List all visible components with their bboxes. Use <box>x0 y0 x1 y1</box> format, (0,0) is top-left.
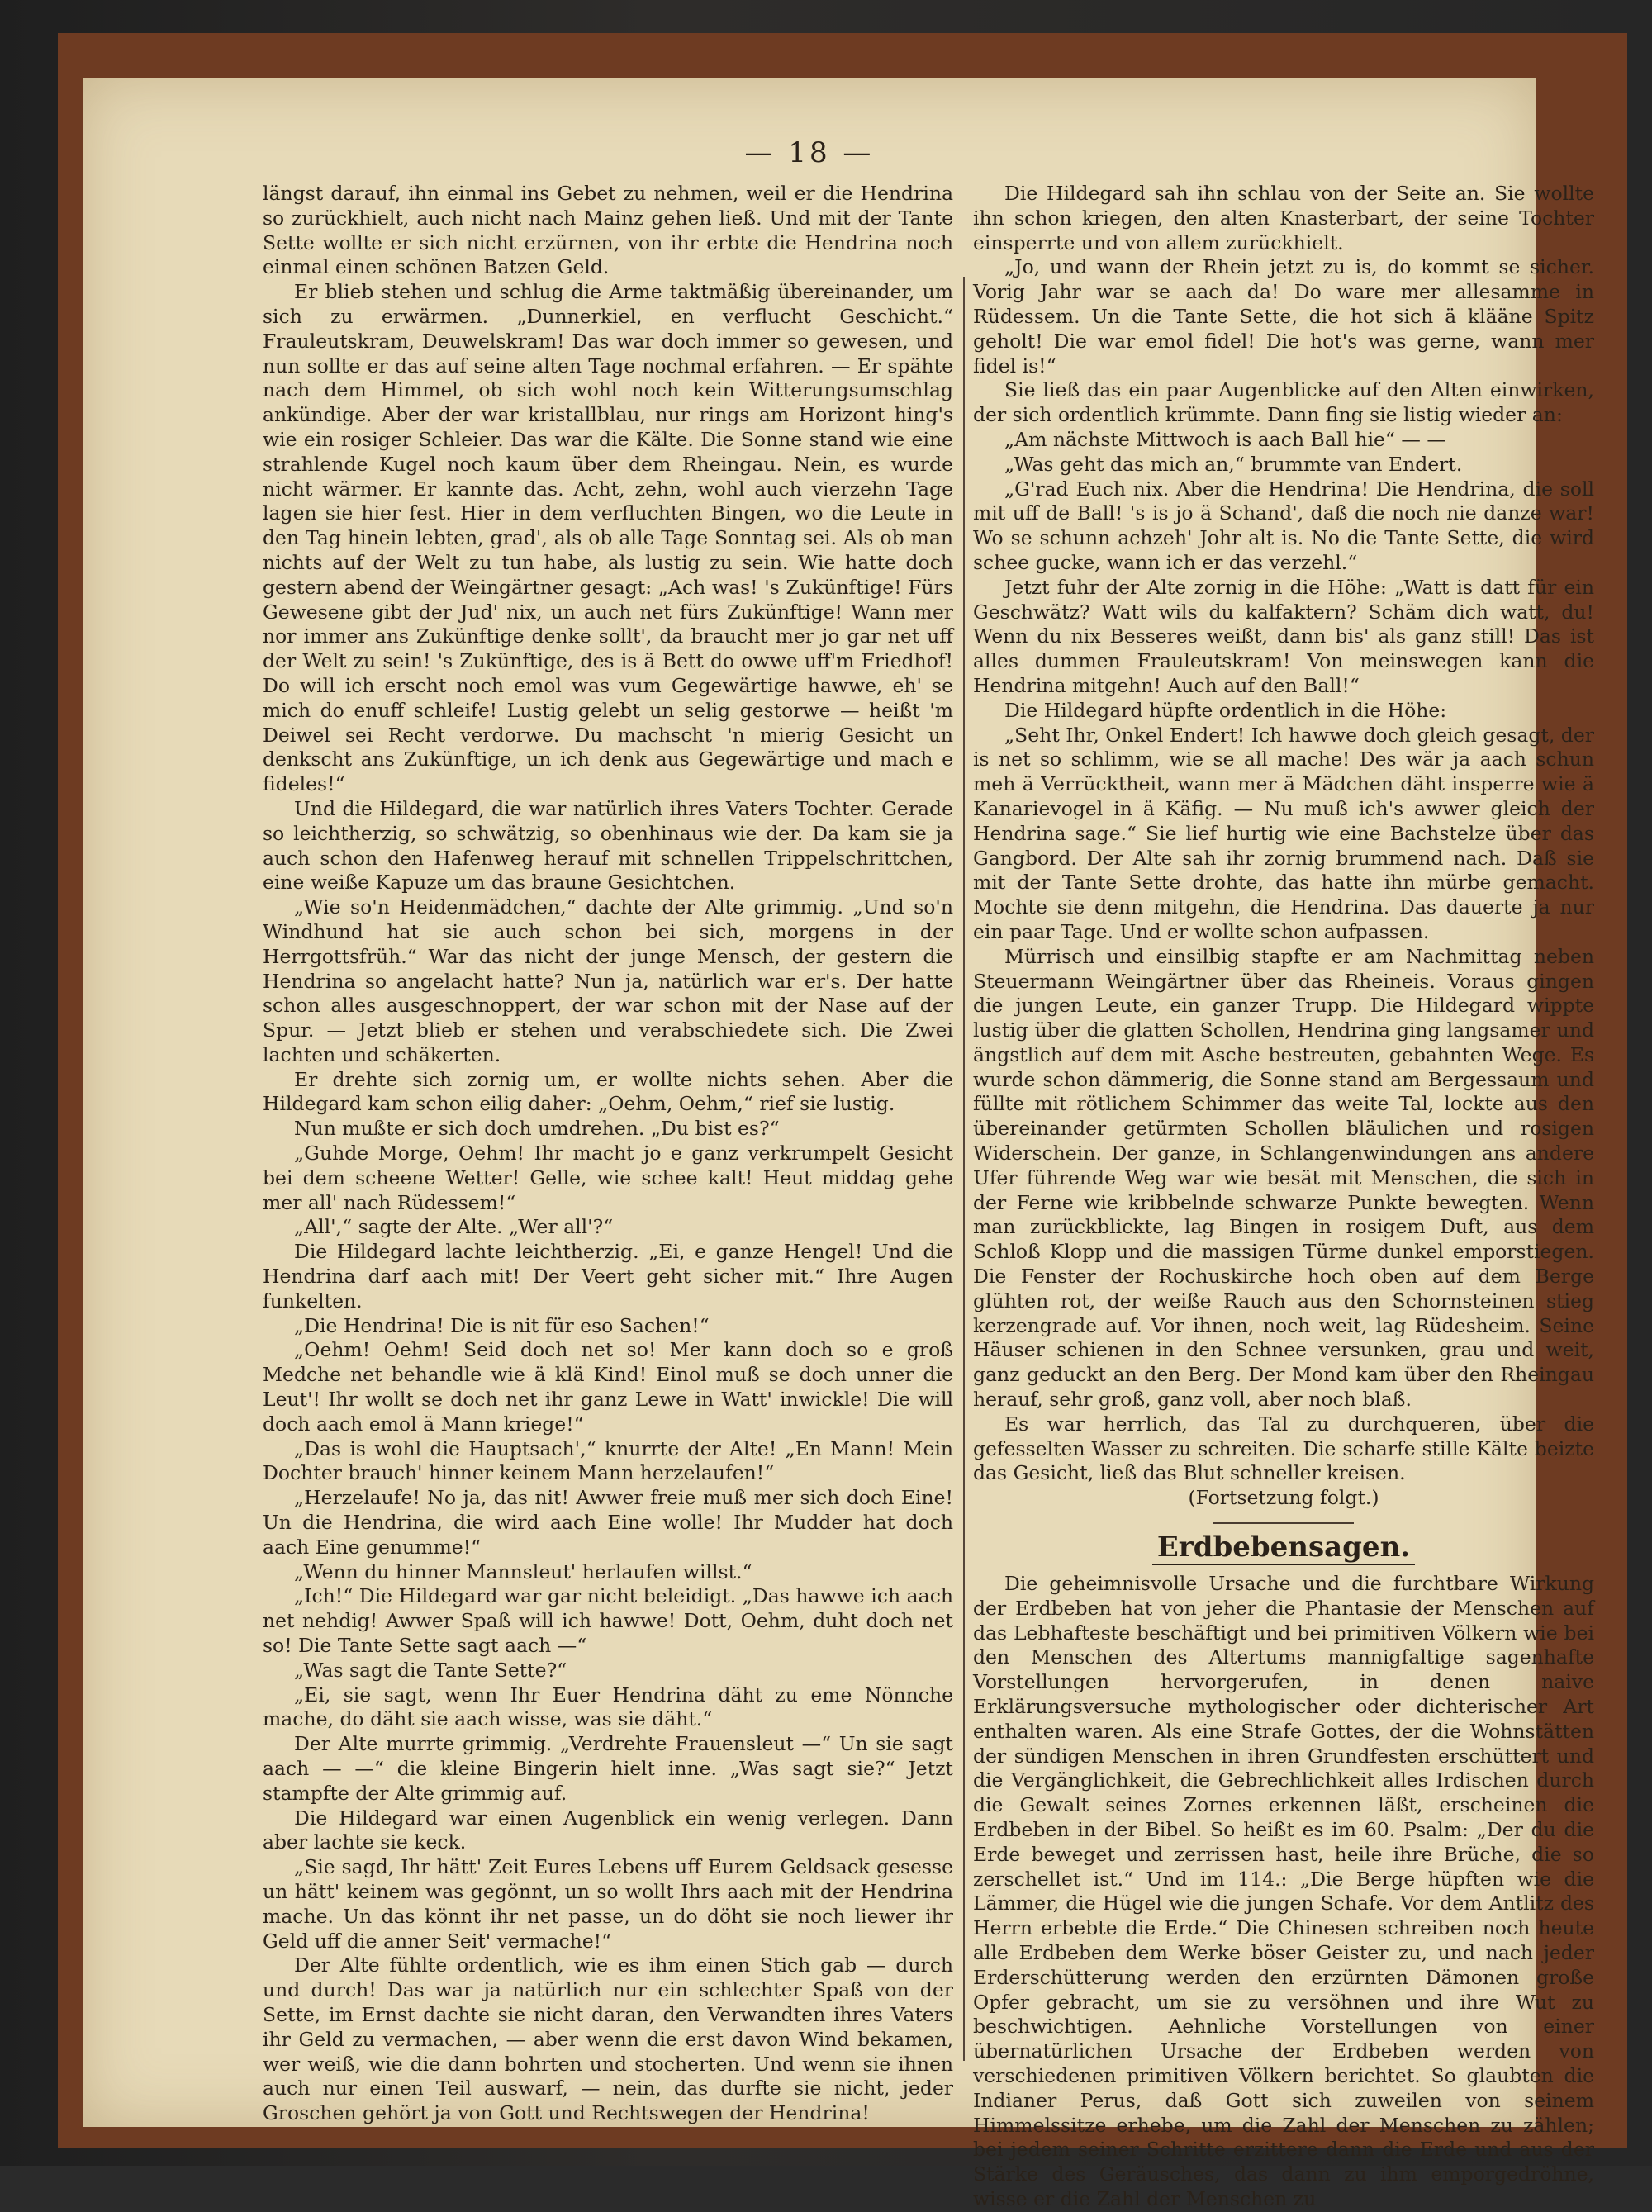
paragraph: Der Alte murrte grimmig. „Verdrehte Frauensleut —“ Un sie sagt aach — —“ die kleine Bingerin hielt inne. „Was sagt sie?“ Jetzt stampfte der Alte grimmig auf. <box>263 1732 953 1805</box>
paragraph: Es war herrlich, das Tal zu durchqueren, über die gefesselten Wasser zu schreiten. Die scharfe stille Kälte beizte das Gesicht, ließ das Blut schneller kreisen. <box>973 1412 1594 1485</box>
paragraph: Nun mußte er sich doch umdrehen. „Du bist es?“ <box>294 1117 780 1141</box>
section-separator <box>1213 1522 1354 1524</box>
continuation-note: (Fortsetzung folgt.) <box>1188 1486 1379 1510</box>
paragraph: „Oehm! Oehm! Seid doch net so! Mer kann doch so e groß Medche net behandle wie ä klä Kind! Einol muß se doch unner die Leut'! Ihr wollt se doch net ihr ganz Lewe in Watt' inwickle! Die will doch aach emol ä Mann kriege!“ <box>263 1338 953 1436</box>
paragraph: „Jo, und wann der Rhein jetzt zu is, do kommt se sicher. Vorig Jahr war se aach da! Do ware mer allesamme in Rüdessem. Un die Tante Sette, die hot sich ä kläänе Spitz geholt! Die war emol fidel! Die hot's was gerne, wann mer fidel is!“ <box>973 255 1594 377</box>
paragraph: Die Hildegard lachte leichtherzig. „Ei, e ganze Hengel! Und die Hendrina darf aach mit! Der Veert geht sicher mit.“ Ihre Augen funkelten. <box>263 1240 953 1312</box>
paragraph: „Wie so'n Heidenmädchen,“ dachte der Alte grimmig. „Und so'n Windhund hat sie auch schon bei sich, morgens in der Herrgottsfrüh.“ War das nicht der junge Mensch, der gestern die Hendrina so angelacht hatte? Nun ja, natürlich war er's. Der hatte schon alles ausgeschnoppert, der war schon mit der Nase auf der Spur. — Jetzt blieb er stehen und verabschiedete sich. Die Zwei lachten und schäkerten. <box>263 895 953 1066</box>
paragraph: „Wenn du hinner Mannsleut' herlaufen willst.“ <box>294 1559 752 1583</box>
paragraph: „Das is wohl die Hauptsach',“ knurrte der Alte! „En Mann! Mein Dochter brauch' hinner keinem Mann herzelaufen!“ <box>263 1436 953 1485</box>
paragraph: „Was sagt die Tante Sette?“ <box>294 1658 567 1682</box>
paragraph: Die Hildegard hüpfte ordentlich in die Höhe: <box>1004 698 1447 722</box>
paragraph: „Ich!“ Die Hildegard war gar nicht beleidigt. „Das hawwe ich aach net nehdig! Awwer Spaß will ich hawwe! Dott, Oehm, duht doch net so! Die Tante Sette sagt aach —“ <box>263 1584 953 1658</box>
paragraph: „Die Hendrina! Die is nit für eso Sachen!“ <box>294 1313 710 1337</box>
paragraph: Und die Hildegard, die war natürlich ihres Vaters Tochter. Gerade so leichtherzig, so schwätzig, so obenhinaus wie der. Da kam sie ja auch schon den Hafenweg herauf mit schnellen Trippelschrittchen, eine weiße Kapuze um das braune Gesichtchen. <box>263 796 953 895</box>
paragraph: Der Alte fühlte ordentlich, wie es ihm einen Stich gab — durch und durch! Das war ja natürlich nur ein schlechter Spaß von der Sette, im Ernst dachte sie nicht daran, den Verwandten ihres Vaters ihr Geld zu vermachen, — aber wenn die erst davon Wind bekamen, wer weiß, wie die dann bohrten und stocherten. Und wenn sie ihnen auch nur einen Teil auswarf, — nein, das durfte sie nicht, jeder Groschen gehört ja von Gott und Rechtswegen der Hendrina! <box>263 1953 953 2125</box>
paragraph: „Was geht das mich an,“ brummte van Endert. <box>1004 452 1463 476</box>
paragraph: Er blieb stehen und schlug die Arme taktmäßig übereinander, um sich zu erwärmen. „Dunnerkiel, en verflucht Geschicht.“ Frauleutskram, Deuwelskram! Das war doch immer so gewesen, und nun sollte er das auf seine alten Tage nochmal erfahren. — Er spähte nach dem Himmel, ob sich wohl noch kein Witterungsumschlag ankündige. Aber der war kristallblau, nur rings am Horizont hing's wie ein rosiger Schleier. Das war die Kälte. Die Sonne stand wie eine strahlende Kugel noch kaum über dem Rheingau. Nein, es wurde nicht wärmer. Er kannte das. Acht, zehn, wohl auch vierzehn Tage lagen sie hier fest. Hier in dem verfluchten Bingen, wo die Leute in den Tag hinein lebten, grad', als ob alle Tage Sonntag sei. Als ob man nichts auf der Welt zu tun habe, als lustig zu sein. Wie hatte doch gestern abend der Weingärtner gesagt: „Ach was! 's Zukünftige! Fürs Gewesene gibt der Jud' nix, un auch net fürs Zukünftige! Wann mer nor immer ans Zukünftige denke sollt', da braucht mer jo gar net uff der Welt zu sein! 's Zukünftige, des is ä Bett do owwe uff'm Friedhof! Do will ich erscht noch emol was vum Gegewärtige hawwe, eh' se mich do enuff schleife! Lustig gelebt un selig gestorwe — heißt 'm Deiwel sei Recht verdorwe. Du machscht 'n mierig Gesicht un denkscht ans Zukünftige, un ich denk aus Gegewärtige und mach e fideles!“ <box>263 280 953 796</box>
left-column <box>263 182 953 2126</box>
right-column <box>973 182 1594 2212</box>
paragraph: längst darauf, ihn einmal ins Gebet zu nehmen, weil er die Hendrina so zurückhielt, auch nicht nach Mainz gehen ließ. Und mit der Tante Sette wollte er sich nicht erzürnen, von ihr erbte die Hendrina noch einmal einen schönen Batzen Geld. <box>263 182 953 279</box>
paragraph: Sie ließ das ein paar Augenblicke auf den Alten einwirken, der sich ordentlich krümmte. Dann fing sie listig wieder an: <box>973 378 1594 427</box>
paragraph: Er drehte sich zornig um, er wollte nichts sehen. Aber die Hildegard kam schon eilig daher: „Oehm, Oehm,“ rief sie lustig. <box>263 1067 953 1116</box>
paragraph: „Sie sagd, Ihr hätt' Zeit Eures Lebens uff Eurem Geldsack gesesse un hätt' keinem was gegönnt, un so wollt Ihrs aach mit der Hendrina mache. Un das könnt ihr net passe, un do döht sie noch liewer ihr Geld uff die anner Seit' vermache!“ <box>263 1855 953 1953</box>
newspaper-page <box>83 78 1594 2210</box>
paragraph: Die Hildegard sah ihn schlau von der Seite an. Sie wollte ihn schon kriegen, den alten Knasterbart, der seine Tochter einsperrte und von allem zurückhielt. <box>973 182 1594 254</box>
paragraph: Die Hildegard war einen Augenblick ein wenig verlegen. Dann aber lachte sie keck. <box>263 1806 953 1854</box>
paragraph: „All',“ sagte der Alte. „Wer all'?“ <box>294 1215 614 1239</box>
paragraph: Jetzt fuhr der Alte zornig in die Höhe: „Watt is datt für ein Geschwätz? Watt wils du kalfaktern? Schäm dich watt, du! Wenn du nix Besseres weißt, dann bis' als ganz still! Das ist alles dummen Frauleutskram! Von meinswegen kann die Hendrina mitgehn! Auch auf den Ball!“ <box>973 575 1594 697</box>
column-divider <box>963 277 965 2061</box>
paragraph: Mürrisch und einsilbig stapfte er am Nachmittag neben Steuermann Weingärtner über das Rheineis. Voraus gingen die jungen Leute, ein ganzer Trupp. Die Hildegard wippte lustig über die glatten Schollen, Hendrina ging langsamer und ängstlich auf dem mit Asche bestreuten, gebahnten Wege. Es wurde schon dämmerig, die Sonne stand am Bergessaum und füllte mit rötlichem Schimmer das weite Tal, lockte aus den übereinander getürmten Schollen bläulichen und rosigen Widerschein. Der ganze, in Schlangenwindungen ans andere Ufer führende Weg war wie besät mit Menschen, die sich in der Ferne wie kribbelnde schwarze Punkte bewegten. Wenn man zurückblickte, lag Bingen in rosigem Duft, aus dem Schloß Klopp und die massigen Türme dunkel emporstiegen. Die Fenster der Rochuskirche hoch oben auf dem Berge glühten rot, der weiße Rauch aus den Schornsteinen stieg kerzengrade auf. Vor ihnen, noch weit, lag Rüdesheim. Seine Häuser schienen in den Schnee versunken, grau und weit, ganz geduckt an den Berg. Der Mond kam über den Rheingau herauf, sehr groß, ganz voll, aber noch blaß. <box>973 944 1594 1412</box>
paragraph: „Guhde Morge, Oehm! Ihr macht jo e ganz verkrumpelt Gesicht bei dem scheene Wetter! Gelle, wie schee kalt! Heut middag gehe mer all' nach Rüdessem!“ <box>263 1142 953 1214</box>
article-title: Erdbebensagen. <box>973 1529 1594 1565</box>
paragraph: „Am nächste Mittwoch is aach Ball hie“ — — <box>1004 427 1446 451</box>
paragraph: Die geheimnisvolle Ursache und die furchtbare Wirkung der Erdbeben hat von jeher die Phantasie der Menschen auf das Lebhafteste beschäftigt und bei primitiven Völkern wie bei den Menschen des Altertums mannigfaltige sagenhafte Vorstellungen hervorgerufen, in denen naive Erklärungsversuche mythologischer oder dichterischer Art enthalten waren. Als eine Strafe Gottes, der die Wohnstätten der sündigen Menschen in ihren Grundfesten erschüttert und die Vergänglichkeit, die Gebrechlichkeit alles Irdischen durch die Gewalt seines Zornes erkennen läßt, erscheinen die Erdbeben in der Bibel. So heißt es im 60. Psalm: „Der du die Erde beweget und zerrissen hast, heile ihre Brüche, die so zerschellet ist.“ Und im 114.: „Die Berge hüpften wie die Lämmer, die Hügel wie die jungen Schafe. Vor dem Antlitz des Herrn erbebte die Erde.“ Die Chinesen schreiben noch heute alle Erdbeben dem Werke böser Geister zu, und nach jeder Erderschütterung werden den erzürnten Dämonen große Opfer gebracht, um sie zu versöhnen und ihre Wut zu beschwichtigen. Aehnliche Vorstellungen von einer übernatürlichen Ursache der Erdbeben werden von verschiedenen primitiven Völkern berichtet. So glaubten die Indianer Perus, daß Gott sich zuweilen von seinem Himmelssitze erhebe, um die Zahl der Menschen zu zählen; bei jedem seiner Schritte erzittere dann die Erde und aus der Stärke des Geräusches, das dann zu ihm emporgedröhne, wisse er die Zahl der Menschen zu <box>973 1572 1594 2210</box>
paragraph: „Seht Ihr, Onkel Endert! Ich hawwe doch gleich gesagt, der is net so schlimm, wie se all mache! Des wär ja aach schun meh ä Verrücktheit, wann mer ä Mädchen däht insperre wie ä Kanarievogel in ä Käfig. — Nu muß ich's awwer gleich der Hendrina sage.“ Sie lief hurtig wie eine Bachstelze über das Gangbord. Der Alte sah ihr zornig brummend nach. Daß sie mit der Tante Sette drohte, das hatte ihn mürbe gemacht. Mochte sie denn mitgehn, die Hendrina. Das dauerte ja nur ein paar Tage. Und er wollte schon aufpassen. <box>973 723 1594 943</box>
article-body <box>973 1572 1594 2212</box>
page-number: — 18 — <box>744 136 875 169</box>
paragraph: „G'rad Euch nix. Aber die Hendrina! Die Hendrina, die soll mit uff de Ball! 's is jo ä Schand', daß die noch nie danze war! Wo se schunn achzeh' Johr alt is. No die Tante Sette, die wird schee gucke, wann ich er das verzehl.“ <box>973 477 1594 574</box>
paragraph: „Ei, sie sagt, wenn Ihr Euer Hendrina däht zu eme Nönnche mache, do däht sie aach wisse, was sie däht.“ <box>263 1683 953 1731</box>
paragraph: „Herzelaufe! No ja, das nit! Awwer freie muß mer sich doch Eine! Un die Hendrina, die wird aach Eine wolle! Ihr Mudder hat doch aach Eine genumme!“ <box>263 1486 953 1559</box>
